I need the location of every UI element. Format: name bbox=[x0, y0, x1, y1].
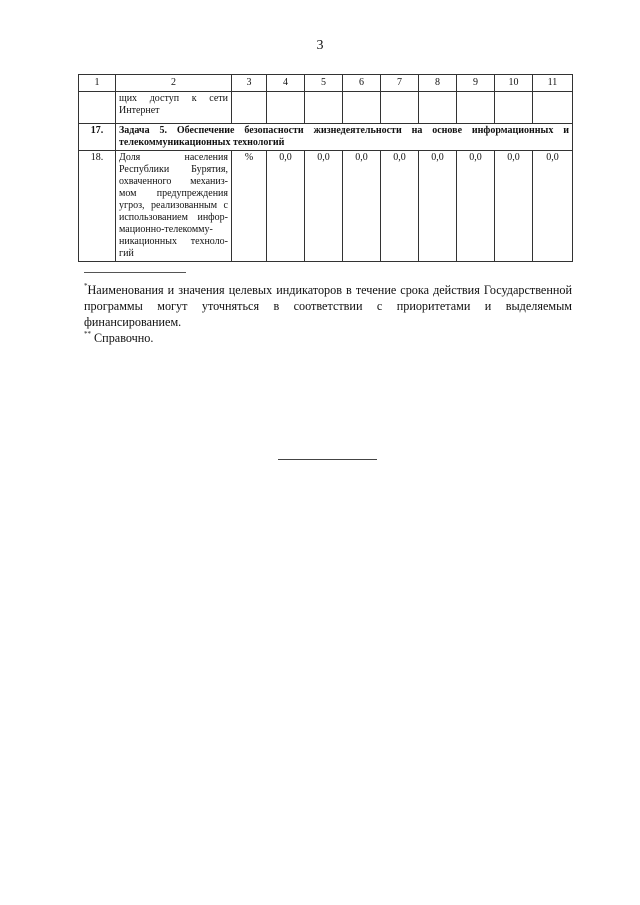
footnotes bbox=[84, 283, 572, 346]
table-cell bbox=[419, 92, 457, 124]
footnote-separator bbox=[84, 272, 186, 273]
column-header: 8 bbox=[419, 75, 457, 92]
value-cell: 0,0 bbox=[419, 151, 457, 262]
table-cell bbox=[305, 92, 343, 124]
column-header: 2 bbox=[116, 75, 232, 92]
column-header: 3 bbox=[232, 75, 267, 92]
footnote-text: Справочно. bbox=[94, 330, 154, 345]
footnote-2 bbox=[84, 331, 572, 347]
value-cell: 0,0 bbox=[533, 151, 573, 262]
row-number: 18. bbox=[79, 151, 116, 262]
footnote-text: Наименования и значения целевых индикаторов в течение срока действия Государственной программы могут уточняться в соответствии с приоритетами и выделяемым финансированием. bbox=[84, 283, 572, 329]
indicators-table bbox=[78, 74, 573, 262]
page-number: 3 bbox=[316, 38, 324, 53]
table-cell bbox=[267, 92, 305, 124]
footnote-1 bbox=[84, 283, 572, 331]
table-cell bbox=[343, 92, 381, 124]
value-cell: 0,0 bbox=[267, 151, 305, 262]
column-header: 11 bbox=[533, 75, 573, 92]
indicator-name: Доля населения Республики Бурятия, охваченного механиз-мом предупреждения угроз, реализованным с использованием инфор-мационно-телекомму-никационных техноло-гий bbox=[116, 151, 232, 262]
table-cell bbox=[381, 92, 419, 124]
row-number: 17. bbox=[79, 124, 116, 151]
value-cell: 0,0 bbox=[305, 151, 343, 262]
column-header: 7 bbox=[381, 75, 419, 92]
task-title: Задача 5. Обеспечение безопасности жизнедеятельности на основе информационных и телекоммуникационных технологий bbox=[116, 124, 573, 151]
table-cell bbox=[457, 92, 495, 124]
table-row bbox=[79, 151, 573, 262]
column-header: 9 bbox=[457, 75, 495, 92]
table-cell bbox=[495, 92, 533, 124]
row-number bbox=[79, 92, 116, 124]
table-header-row bbox=[79, 75, 573, 92]
value-cell: 0,0 bbox=[343, 151, 381, 262]
indicator-name: щих доступ к сети Интернет bbox=[116, 92, 232, 124]
task-row bbox=[79, 124, 573, 151]
footnote-mark: * bbox=[84, 282, 88, 290]
column-header: 4 bbox=[267, 75, 305, 92]
column-header: 6 bbox=[343, 75, 381, 92]
column-header: 10 bbox=[495, 75, 533, 92]
value-cell: 0,0 bbox=[457, 151, 495, 262]
table-cell bbox=[232, 92, 267, 124]
table-cell bbox=[533, 92, 573, 124]
footnote-mark: ** bbox=[84, 329, 91, 338]
unit-cell: % bbox=[232, 151, 267, 262]
value-cell: 0,0 bbox=[495, 151, 533, 262]
table-row bbox=[79, 92, 573, 124]
column-header: 1 bbox=[79, 75, 116, 92]
end-of-document-rule bbox=[278, 459, 377, 460]
value-cell: 0,0 bbox=[381, 151, 419, 262]
column-header: 5 bbox=[305, 75, 343, 92]
